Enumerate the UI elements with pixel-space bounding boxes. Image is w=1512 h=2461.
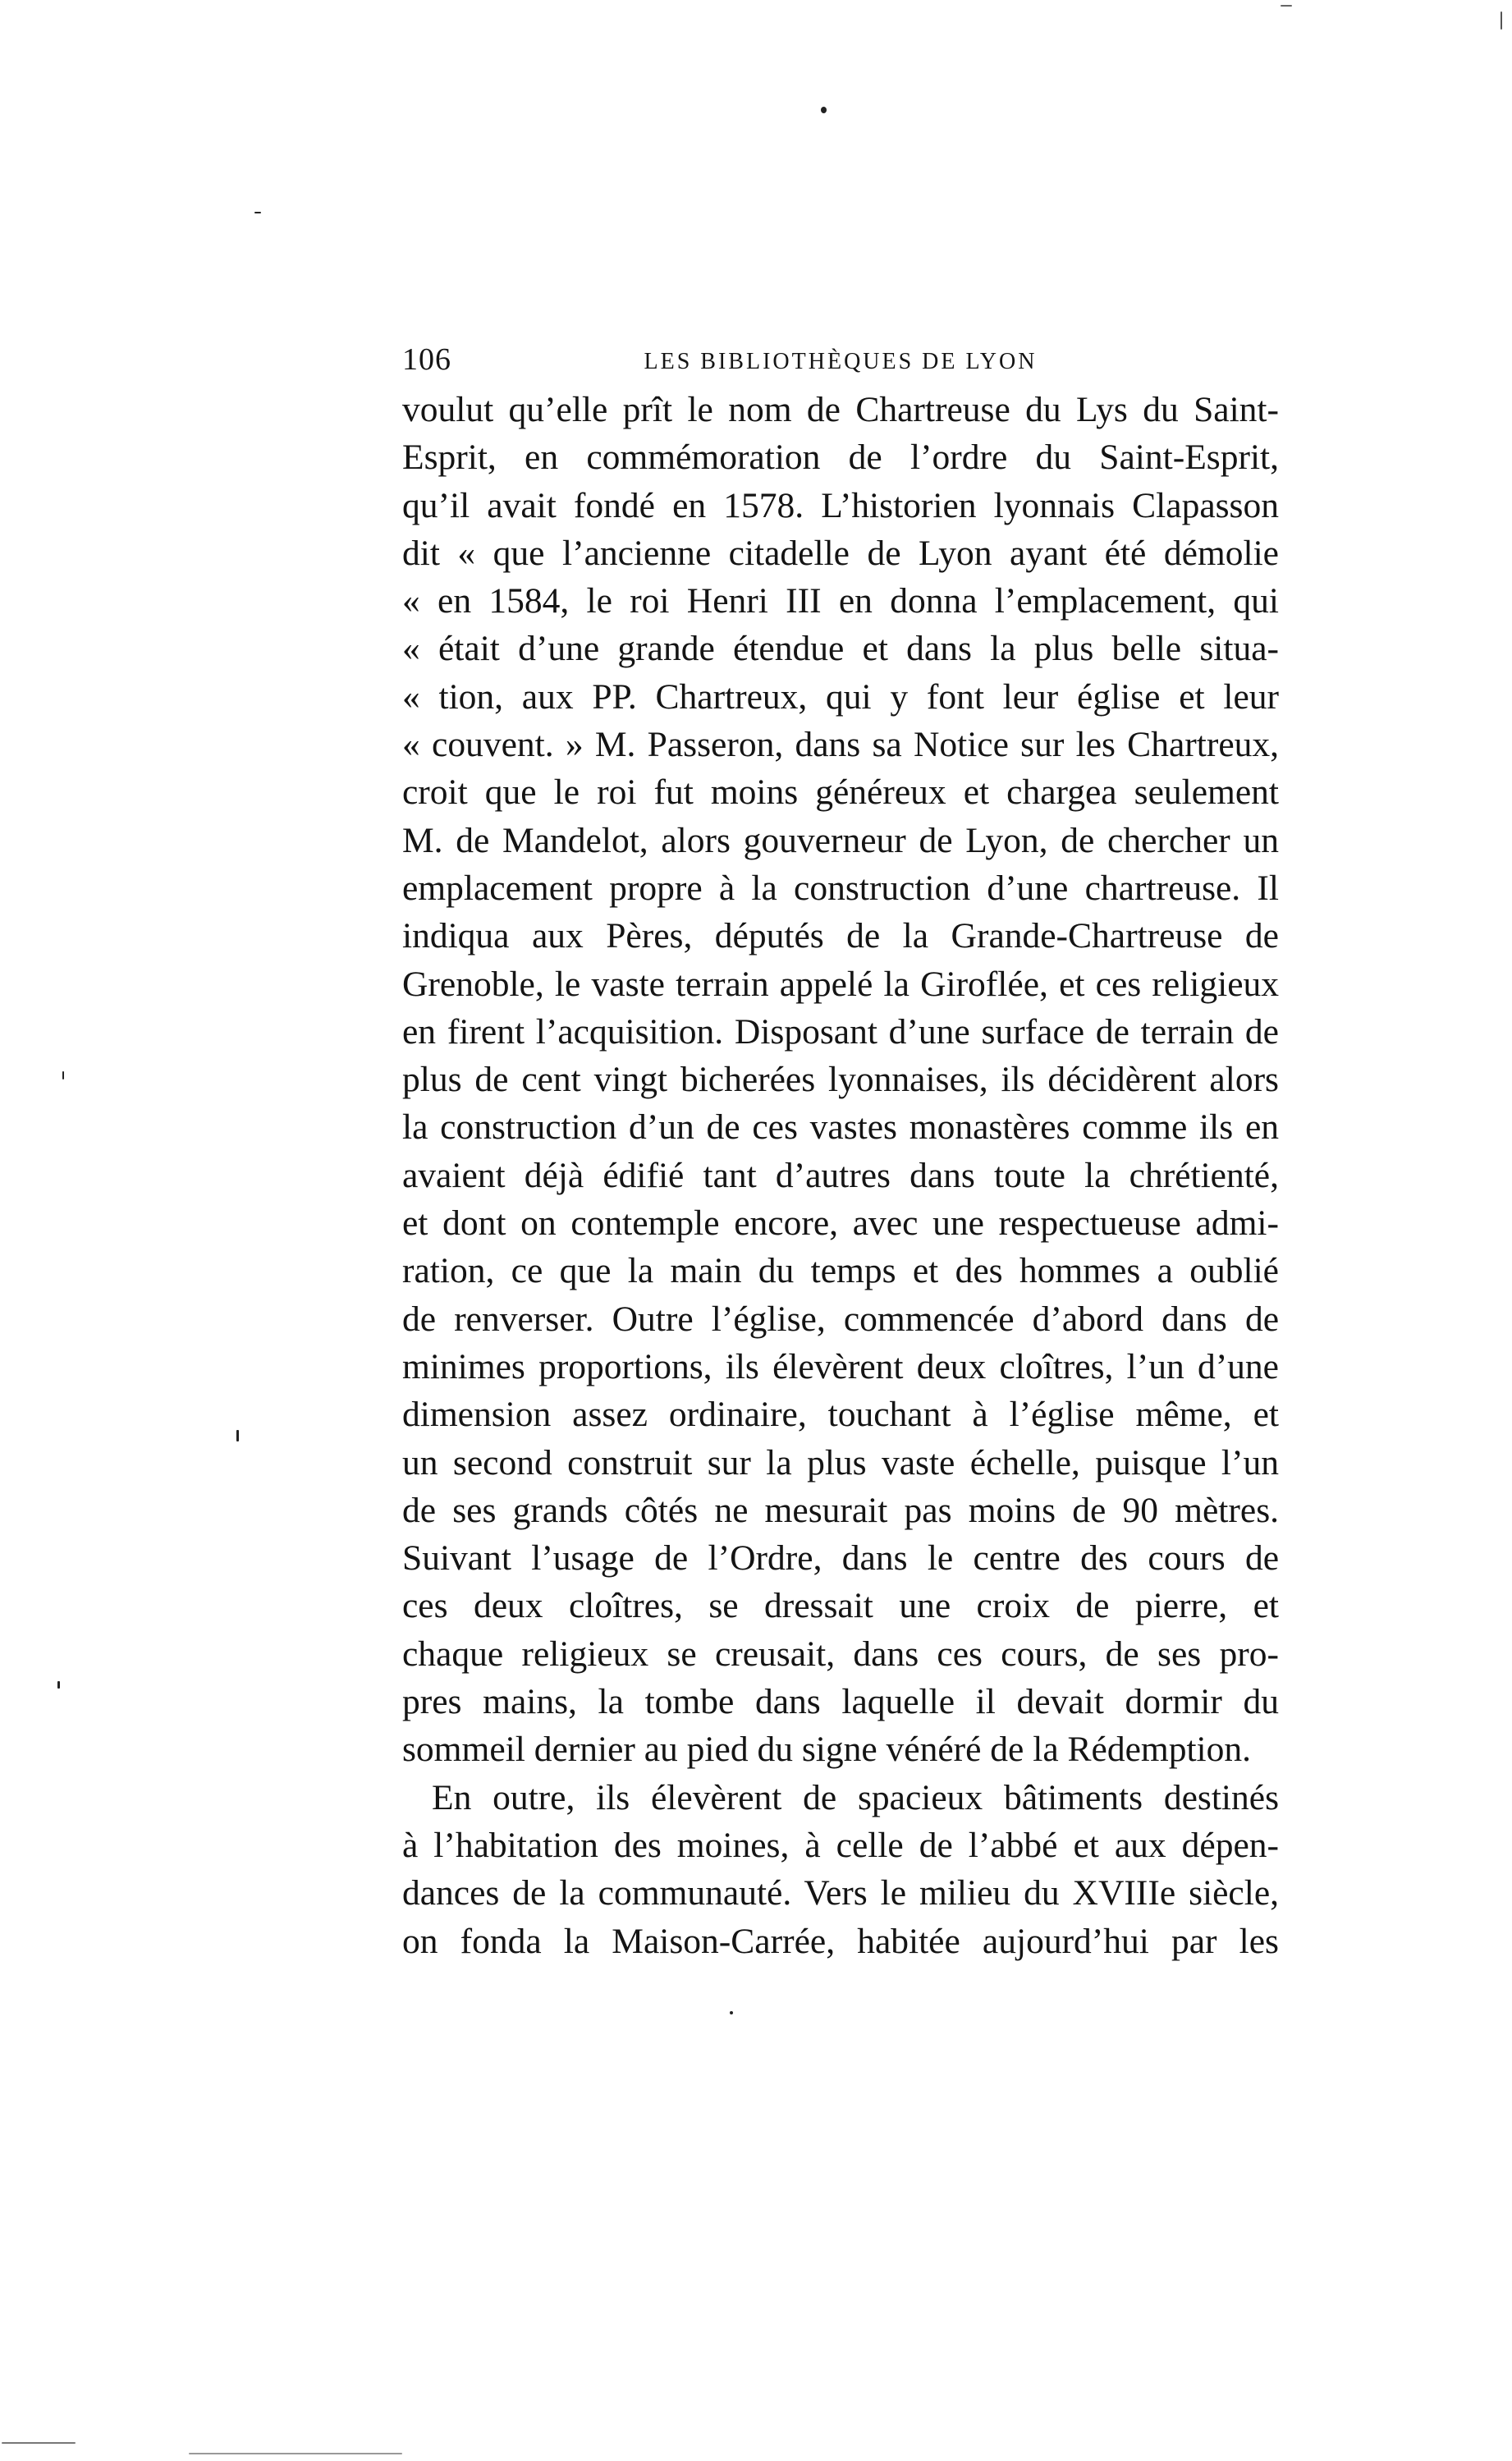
text-line: minimes proportions, ils élevèrent deux cloîtres, l’un d’une: [402, 1346, 1279, 1386]
text-line: de renverser. Outre l’église, commencée d’abord dans de: [402, 1299, 1279, 1339]
text-line: de ses grands côtés ne mesurait pas moins de 90 mètres.: [402, 1490, 1279, 1530]
text-line: « en 1584, le roi Henri III en donna l’emplacement, qui: [402, 581, 1279, 621]
text-line: à l’habitation des moines, à celle de l’abbé et aux dépen-: [402, 1825, 1279, 1865]
running-title: LES BIBLIOTHÈQUES DE LYON: [644, 349, 1038, 374]
scan-speck: [1281, 5, 1292, 7]
text-line: M. de Mandelot, alors gouverneur de Lyon, de chercher un: [402, 820, 1279, 860]
scan-speck: [730, 2011, 733, 2014]
text-line: Grenoble, le vaste terrain appelé la Giroflée, et ces religieux: [402, 964, 1279, 1004]
scan-speck: [62, 1071, 64, 1079]
text-line: « couvent. » M. Passeron, dans sa Notice sur les Chartreux,: [402, 725, 1279, 765]
text-line: « tion, aux PP. Chartreux, qui y font leur église et leur: [402, 676, 1279, 717]
text-line: on fonda la Maison-Carrée, habitée aujourd’hui par les: [402, 1921, 1279, 1961]
text-line: plus de cent vingt bicherées lyonnaises, ils décidèrent alors: [402, 1060, 1279, 1100]
text-line: croit que le roi fut moins généreux et chargea seulement: [402, 772, 1279, 813]
body-text: [402, 386, 1279, 1965]
text-line: pres mains, la tombe dans laquelle il devait dormir du: [402, 1682, 1279, 1722]
text-line: sommeil dernier au pied du signe vénéré de la Rédemption.: [402, 1730, 1252, 1770]
text-line: emplacement propre à la construction d’une chartreuse. Il: [402, 868, 1279, 908]
text-line: avaient déjà édifié tant d’autres dans toute la chrétienté,: [402, 1155, 1279, 1195]
text-line: En outre, ils élevèrent de spacieux bâtiments destinés: [432, 1777, 1279, 1817]
scan-speck: [57, 1681, 60, 1689]
text-line: dimension assez ordinaire, touchant à l’église même, et: [402, 1395, 1279, 1435]
text-line: et dont on contemple encore, avec une respectueuse admi-: [402, 1203, 1279, 1244]
text-line: dit « que l’ancienne citadelle de Lyon ayant été démolie: [402, 533, 1279, 573]
paragraph-1: [402, 386, 1279, 1774]
scan-speck: [236, 1430, 239, 1441]
scan-speck: [2, 2442, 76, 2444]
text-line: dances de la communauté. Vers le milieu du XVIIIe siècle,: [402, 1873, 1279, 1913]
text-line: un second construit sur la plus vaste échelle, puisque l’un: [402, 1442, 1279, 1483]
scan-speck: [1501, 11, 1502, 30]
text-line: Esprit, en commémoration de l’ordre du Saint-Esprit,: [402, 438, 1279, 478]
scan-speck: [189, 2453, 402, 2454]
scan-speck: [821, 107, 827, 113]
text-line: ration, ce que la main du temps et des hommes a oublié: [402, 1251, 1279, 1291]
text-line: voulut qu’elle prît le nom de Chartreuse du Lys du Saint-: [402, 390, 1279, 429]
text-line: en firent l’acquisition. Disposant d’une surface de terrain de: [402, 1011, 1279, 1052]
page-header: [402, 337, 1279, 383]
text-line: qu’il avait fondé en 1578. L’historien lyonnais Clapasson: [402, 485, 1279, 525]
page-number: 106: [402, 342, 451, 377]
paragraph-2: [402, 1774, 1279, 1965]
text-line: ces deux cloîtres, se dressait une croix de pierre, et: [402, 1586, 1279, 1626]
text-line: chaque religieux se creusait, dans ces cours, de ses pro-: [402, 1634, 1279, 1674]
text-line: Suivant l’usage de l’Ordre, dans le centre des cours de: [402, 1538, 1279, 1579]
text-line: indiqua aux Pères, députés de la Grande-Chartreuse de: [402, 916, 1279, 956]
scan-speck: [254, 212, 261, 213]
text-line: la construction d’un de ces vastes monastères comme ils en: [402, 1107, 1279, 1148]
text-line: « était d’une grande étendue et dans la plus belle situa-: [402, 629, 1279, 669]
